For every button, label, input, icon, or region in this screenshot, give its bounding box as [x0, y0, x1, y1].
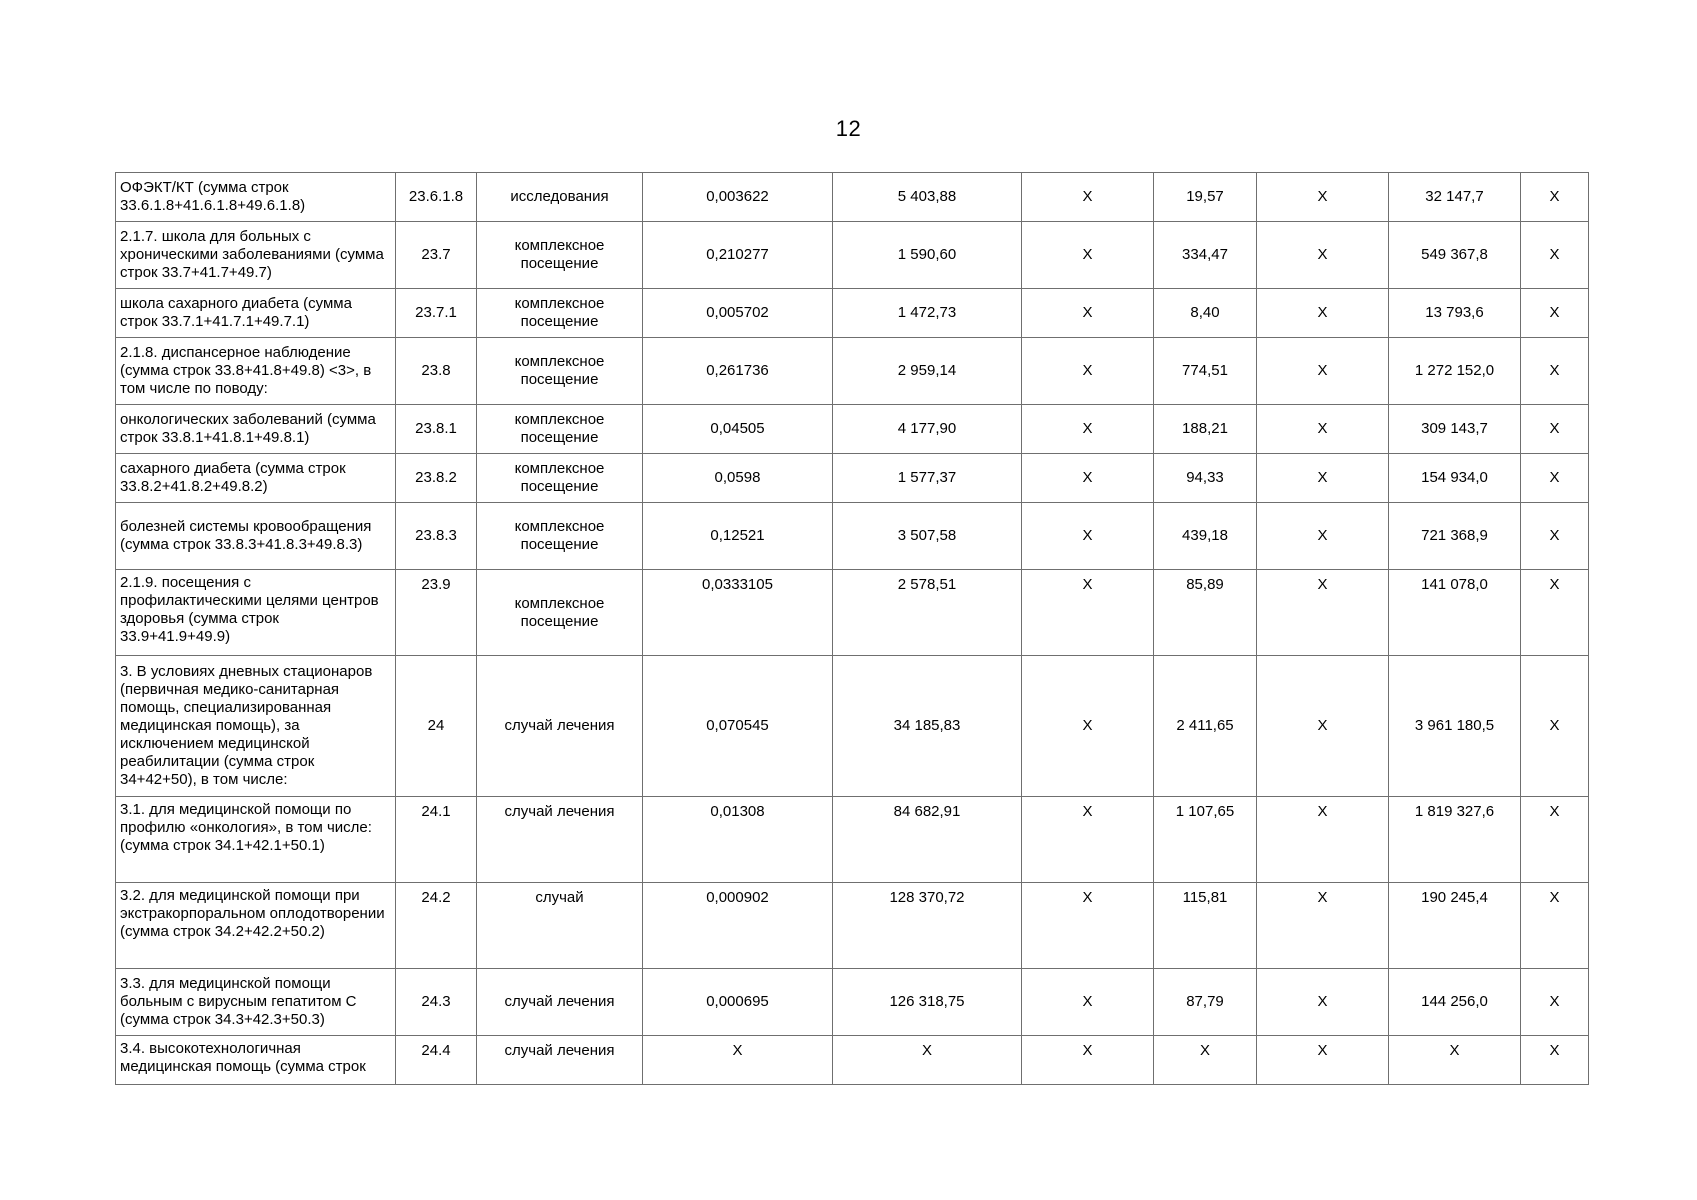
row-col10: Х: [1521, 222, 1589, 289]
row-col9: 309 143,7: [1389, 405, 1521, 454]
row-norm: 0,0598: [643, 454, 833, 503]
table-row: [116, 1036, 1589, 1085]
row-code: 24: [396, 656, 477, 797]
row-code: 23.7: [396, 222, 477, 289]
financing-table: [115, 172, 1589, 1085]
row-col9: 3 961 180,5: [1389, 656, 1521, 797]
row-col6: Х: [1022, 405, 1154, 454]
row-col6: Х: [1022, 656, 1154, 797]
row-code: 24.1: [396, 797, 477, 883]
row-col9: 32 147,7: [1389, 173, 1521, 222]
row-col7: 334,47: [1154, 222, 1257, 289]
row-cost: 1 472,73: [833, 289, 1022, 338]
row-norm: 0,04505: [643, 405, 833, 454]
row-label: болезней системы кровообращения (сумма строк 33.8.3+41.8.3+49.8.3): [116, 503, 396, 570]
row-cost: 5 403,88: [833, 173, 1022, 222]
row-col10: Х: [1521, 656, 1589, 797]
row-col7: 188,21: [1154, 405, 1257, 454]
table-row: [116, 570, 1589, 656]
row-unit: случай лечения: [477, 656, 643, 797]
row-norm: 0,12521: [643, 503, 833, 570]
row-norm: 0,003622: [643, 173, 833, 222]
row-col8: Х: [1257, 173, 1389, 222]
row-col7: 1 107,65: [1154, 797, 1257, 883]
row-col9: 1 272 152,0: [1389, 338, 1521, 405]
row-col7: Х: [1154, 1036, 1257, 1085]
row-unit: комплексное посещение: [477, 503, 643, 570]
row-col6: Х: [1022, 222, 1154, 289]
row-col9: 141 078,0: [1389, 570, 1521, 656]
row-col10: Х: [1521, 454, 1589, 503]
row-label: 2.1.9. посещения с профилактическими целями центров здоровья (сумма строк 33.9+41.9+49.9): [116, 570, 396, 656]
row-col10: Х: [1521, 570, 1589, 656]
table-row: [116, 405, 1589, 454]
row-code: 23.8.2: [396, 454, 477, 503]
row-cost: 3 507,58: [833, 503, 1022, 570]
row-norm: 0,261736: [643, 338, 833, 405]
table-row: [116, 289, 1589, 338]
row-col7: 85,89: [1154, 570, 1257, 656]
row-code: 24.3: [396, 969, 477, 1036]
row-norm: 0,005702: [643, 289, 833, 338]
row-unit: случай лечения: [477, 797, 643, 883]
row-col6: Х: [1022, 338, 1154, 405]
row-col9: 1 819 327,6: [1389, 797, 1521, 883]
row-norm: 0,000902: [643, 883, 833, 969]
row-cost: 2 578,51: [833, 570, 1022, 656]
row-code: 23.8: [396, 338, 477, 405]
row-code: 24.2: [396, 883, 477, 969]
row-col7: 8,40: [1154, 289, 1257, 338]
row-col7: 94,33: [1154, 454, 1257, 503]
row-cost: 4 177,90: [833, 405, 1022, 454]
row-unit: комплексное посещение: [477, 338, 643, 405]
table-row: [116, 222, 1589, 289]
table-row: [116, 503, 1589, 570]
row-col7: 115,81: [1154, 883, 1257, 969]
row-col6: Х: [1022, 289, 1154, 338]
row-unit: случай лечения: [477, 1036, 643, 1085]
row-col7: 19,57: [1154, 173, 1257, 222]
row-label: 3.1. для медицинской помощи по профилю «онкология», в том числе: (сумма строк 34.1+42.1+50.1): [116, 797, 396, 883]
row-col6: Х: [1022, 503, 1154, 570]
row-col8: Х: [1257, 222, 1389, 289]
row-norm: 0,210277: [643, 222, 833, 289]
row-col8: Х: [1257, 405, 1389, 454]
row-code: 23.7.1: [396, 289, 477, 338]
row-col8: Х: [1257, 289, 1389, 338]
row-label: школа сахарного диабета (сумма строк 33.7.1+41.7.1+49.7.1): [116, 289, 396, 338]
row-col6: Х: [1022, 883, 1154, 969]
row-code: 23.8.3: [396, 503, 477, 570]
table-row: [116, 797, 1589, 883]
row-unit: исследования: [477, 173, 643, 222]
row-col8: Х: [1257, 338, 1389, 405]
row-norm: 0,000695: [643, 969, 833, 1036]
row-col8: Х: [1257, 454, 1389, 503]
row-col7: 439,18: [1154, 503, 1257, 570]
row-col8: Х: [1257, 503, 1389, 570]
row-col10: Х: [1521, 969, 1589, 1036]
row-col6: Х: [1022, 969, 1154, 1036]
row-col9: 549 367,8: [1389, 222, 1521, 289]
row-label: 2.1.7. школа для больных с хроническими заболеваниями (сумма строк 33.7+41.7+49.7): [116, 222, 396, 289]
row-code: 23.9: [396, 570, 477, 656]
row-col10: Х: [1521, 503, 1589, 570]
row-col6: Х: [1022, 1036, 1154, 1085]
table-row: [116, 656, 1589, 797]
row-col8: Х: [1257, 570, 1389, 656]
row-col9: 13 793,6: [1389, 289, 1521, 338]
row-cost: 1 577,37: [833, 454, 1022, 503]
row-cost: 84 682,91: [833, 797, 1022, 883]
row-cost: 126 318,75: [833, 969, 1022, 1036]
table-row: [116, 883, 1589, 969]
row-norm: 0,070545: [643, 656, 833, 797]
row-cost: 2 959,14: [833, 338, 1022, 405]
row-unit: комплексное посещение: [477, 570, 643, 656]
row-col9: 144 256,0: [1389, 969, 1521, 1036]
row-label: 3.2. для медицинской помощи при экстракорпоральном оплодотворении (сумма строк 34.2+42.2+50.2): [116, 883, 396, 969]
row-norm: 0,01308: [643, 797, 833, 883]
row-unit: комплексное посещение: [477, 289, 643, 338]
row-label: ОФЭКТ/КТ (сумма строк 33.6.1.8+41.6.1.8+49.6.1.8): [116, 173, 396, 222]
row-col7: 2 411,65: [1154, 656, 1257, 797]
row-col6: Х: [1022, 454, 1154, 503]
row-col8: Х: [1257, 1036, 1389, 1085]
row-cost: 1 590,60: [833, 222, 1022, 289]
row-label: 3.4. высокотехнологичная медицинская помощь (сумма строк: [116, 1036, 396, 1085]
row-col10: Х: [1521, 1036, 1589, 1085]
row-col10: Х: [1521, 289, 1589, 338]
row-unit: случай лечения: [477, 969, 643, 1036]
row-col8: Х: [1257, 969, 1389, 1036]
row-label: 3.3. для медицинской помощи больным с вирусным гепатитом С (сумма строк 34.3+42.3+50.3): [116, 969, 396, 1036]
row-unit: комплексное посещение: [477, 222, 643, 289]
row-col9: 190 245,4: [1389, 883, 1521, 969]
row-unit: случай: [477, 883, 643, 969]
row-col10: Х: [1521, 338, 1589, 405]
table-row: [116, 338, 1589, 405]
row-code: 23.6.1.8: [396, 173, 477, 222]
row-code: 23.8.1: [396, 405, 477, 454]
row-col9: 721 368,9: [1389, 503, 1521, 570]
row-col10: Х: [1521, 173, 1589, 222]
row-col6: Х: [1022, 797, 1154, 883]
row-label: онкологических заболеваний (сумма строк 33.8.1+41.8.1+49.8.1): [116, 405, 396, 454]
row-col8: Х: [1257, 883, 1389, 969]
row-col9: 154 934,0: [1389, 454, 1521, 503]
row-col10: Х: [1521, 883, 1589, 969]
row-col6: Х: [1022, 570, 1154, 656]
table-row: [116, 969, 1589, 1036]
row-code: 24.4: [396, 1036, 477, 1085]
row-label: 3. В условиях дневных стационаров (первичная медико-санитарная помощь, специализированная медицинская помощь), за исключением медицинской реабилитации (сумма строк 34+42+50), в том числе:: [116, 656, 396, 797]
row-col6: Х: [1022, 173, 1154, 222]
row-cost: 128 370,72: [833, 883, 1022, 969]
row-norm: Х: [643, 1036, 833, 1085]
row-col8: Х: [1257, 656, 1389, 797]
row-col9: Х: [1389, 1036, 1521, 1085]
row-cost: 34 185,83: [833, 656, 1022, 797]
table-row: [116, 173, 1589, 222]
row-label: сахарного диабета (сумма строк 33.8.2+41.8.2+49.8.2): [116, 454, 396, 503]
row-norm: 0,0333105: [643, 570, 833, 656]
row-col8: Х: [1257, 797, 1389, 883]
row-col7: 774,51: [1154, 338, 1257, 405]
table-row: [116, 454, 1589, 503]
row-unit: комплексное посещение: [477, 405, 643, 454]
row-col7: 87,79: [1154, 969, 1257, 1036]
row-col10: Х: [1521, 405, 1589, 454]
page-number: 12: [835, 116, 862, 141]
row-label: 2.1.8. диспансерное наблюдение (сумма строк 33.8+41.8+49.8) <3>, в том числе по поводу:: [116, 338, 396, 405]
row-unit: комплексное посещение: [477, 454, 643, 503]
row-col10: Х: [1521, 797, 1589, 883]
row-cost: Х: [833, 1036, 1022, 1085]
